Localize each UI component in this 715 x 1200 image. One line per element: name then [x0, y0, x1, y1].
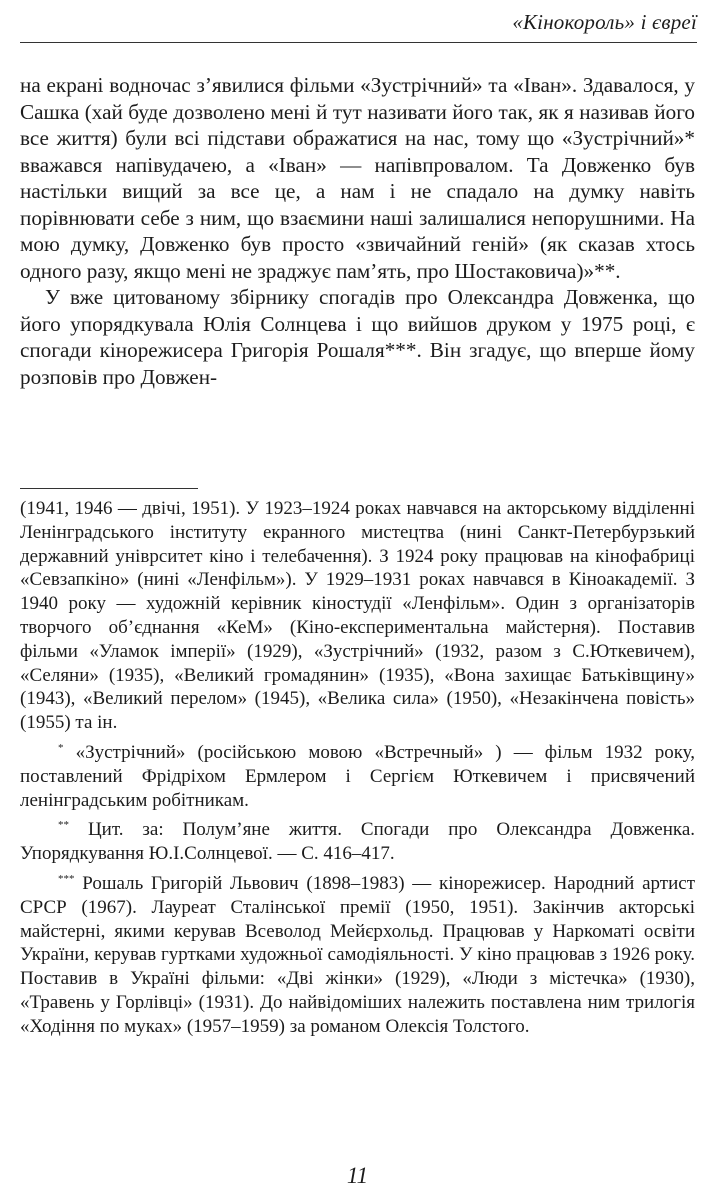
footnote-text: «Зустрічний» (російською мовою «Встречный» ) — фільм 1932 року, поставлений Фрідріхом Ермлером і Сергієм Юткевичем і присвячений ленінградським робітникам.: [20, 741, 696, 811]
paragraph: У вже цитованому збірнику спогадів про Олександра Довженка, що його упорядкувала Юлія Солнцева і що вийшов друком у 1975 році, є спогади кінорежисера Григорія Рошаля***. Він згадує, що вперше йому розповів про Довжен-: [20, 285, 695, 389]
running-title: «Кінокороль» і євреї: [512, 10, 697, 34]
footnote-text: Рошаль Григорій Львович (1898–1983) — кінорежисер. Народний артист СРСР (1967). Лауреат Сталінської премії (1950, 1951). Закінчив акторські майстерні, якими керував Всеволод Мейєрхольд. Працював у Наркоматі освіти України, керував гуртками художньої самодіяльності. У кіно працював з 1926 року. Поставив в Україні фільми: «Дві жінки» (1929), «Люди з містечка» (1930), «Травень у Горлівці» (1931). До найвідоміших належить поставлена ним трилогія «Ходіння по муках» (1957–1959) за романом Олексія Толстого.: [20, 872, 696, 1037]
page-number: 11: [346, 1163, 369, 1188]
header-rule: [20, 42, 697, 43]
paragraph: на екрані водночас з’явилися фільми «Зустрічний» та «Іван». Здавалося, у Сашка (хай буде дозволено мені й тут називати його так, як я називав його все життя) були всі підстави ображатися на нас, тому що «Зустрічний»* вважався напівудачею, а «Іван» — напівпровалом. Та Довженко був настільки вищий за все це, а нам і не спадало на думку навіть порівнювати себе з ним, що взаємини наші залишалися непорушними. На мою думку, Довженко був просто «звичайний геній» (як сказав хтось одного разу, якщо мені не зраджує пам’ять, про Шостаковича)»**.: [20, 73, 695, 283]
footnote-separator: [20, 488, 198, 489]
main-text: [20, 72, 695, 390]
footnote: [20, 818, 695, 866]
footnote-marker: *: [58, 741, 64, 754]
footnote-marker: ***: [58, 872, 75, 885]
footnote-text: Цит. за: Полум’яне життя. Спогади про Олександра Довженка. Упорядкування Ю.І.Солнцевої. — С. 416–417.: [20, 819, 696, 865]
footnote: [20, 741, 695, 812]
footnote: [20, 872, 695, 1039]
footnote-continued: (1941, 1946 — двічі, 1951). У 1923–1924 роках навчався на акторському відділенні Ленінградського інституту екранного мистецтва (нині Санкт-Петербурзький державний уніврситет кіно і телебачення). З 1924 року працював на кінофабриці «Севзапкіно» (нині «Ленфільм»). У 1929–1931 роках навчався в Кіноакадемії. З 1940 року — художній керівник кіностудії «Ленфільм». Один з організаторів творчого об’єднання «КеМ» (Кіно-експериментальна майстерня). Поставив фільми «Уламок імперії» (1929), «Зустрічний» (1932, разом з С.Юткевичем), «Селяни» (1935), «Великий громадянин» (1935), «Вона захищає Батьківщину» (1943), «Великий перелом» (1945), «Велика сила» (1950), «Незакінчена повість» (1955) та ін.: [20, 498, 695, 734]
footnote-marker: **: [58, 819, 69, 832]
footnotes: [20, 497, 695, 1045]
